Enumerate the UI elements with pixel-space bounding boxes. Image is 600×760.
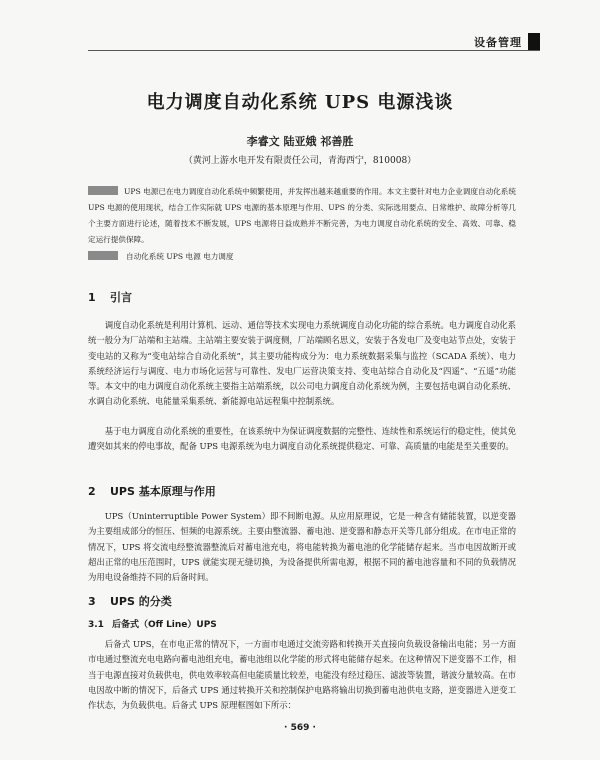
subsection-heading-3-1 bbox=[88, 617, 217, 630]
paper-affiliation: （黄河上游水电开发有限责任公司，青海西宁，810008） bbox=[183, 156, 417, 166]
section-title: 引言 bbox=[110, 291, 132, 304]
section-number: 2 bbox=[88, 485, 96, 498]
abstract-text: UPS 电源已在电力调度自动化系统中频繁使用，并发挥出越来越重要的作用。本文主要针对电力企业调度自动化系统 UPS 电源的使用现状，结合工作实际就 UPS 电源的基本原理与作用、UPS 的分类、实际选用要点、日常维护、故障分析等几个主要方面进行论述，随着技术不断发展，UPS 电源将日益成熟并不断完善，为电力调度自动化系统的安全、高效、可靠、稳定运行提供保障。 bbox=[88, 187, 516, 244]
section-heading-1 bbox=[88, 289, 132, 305]
abstract-label-block bbox=[88, 186, 118, 195]
keywords-label-block bbox=[88, 251, 118, 260]
paper-title: 电力调度自动化系统 UPS 电源浅谈 bbox=[146, 92, 454, 113]
paragraph: UPS（Uninterruptible Power System）即不间断电源。从应用原理说，它是一种含有储能装置，以逆变器为主要组成部分的恒压、恒频的电源系统。主要由整流器、蓄电池、逆变器和静态开关等几部分组成。在市电正常的情况下，UPS 将交流电经整流器整流后对蓄电池充电，将电能转换为蓄电池的化学能储存起来。当市电因故断开或超出正常的电压范围时，UPS 就能实现无缝切换，为设备提供所需电源，根据不同的蓄电池容量和不同的负载情况为用电设备维持不同的后备时间。 bbox=[88, 511, 516, 583]
keywords bbox=[88, 251, 233, 263]
keywords-text: 自动化系统 UPS 电源 电力调度 bbox=[126, 252, 234, 261]
section-number: 1 bbox=[88, 291, 96, 304]
section-heading-3 bbox=[88, 593, 172, 609]
section-title: UPS 的分类 bbox=[110, 595, 172, 608]
section-number: 3 bbox=[88, 595, 96, 608]
paragraph: 基于电力调度自动化系统的重要性，在该系统中为保证调度数据的完整性、连续性和系统运行的稳定性，使其免遭突如其来的停电事故，配备 UPS 电源系统为电力调度自动化系统提供稳定、可靠、高质量的电能是至关重要的。 bbox=[88, 426, 516, 452]
header-block-marker bbox=[528, 33, 540, 51]
header-rule bbox=[88, 50, 540, 51]
paragraph: 后备式 UPS，在市电正常的情况下，一方面市电通过交流旁路和转换开关直接向负载设备输出电能；另一方面市电通过整流充电电路向蓄电池组充电，蓄电池组以化学能的形式将电能储存起来。在这种情况下逆变器不工作，相当于电源直接对负载供电，供电效率较高但电能质量比较差，电能没有经过稳压、滤波等装置，谐波分量较高。在市电因故中断的情况下，后备式 UPS 通过转换开关和控制保护电路将输出切换到蓄电池供电支路，逆变器进入逆变工作状态，为负载供电。后备式 UPS 原理框图如下所示： bbox=[88, 639, 516, 711]
paragraph: 调度自动化系统是利用计算机、远动、通信等技术实现电力系统调度自动化功能的综合系统。电力调度自动化系统一般分为厂站端和主站端。主站端主要安装于调度侧，厂站端顾名思义，安装于各发电厂及变电站节点处，安装于变电站的又称为“变电站综合自动化系统”，其主要功能构成分为：电力系统数据采集与监控（SCADA 系统）、电力系统经济运行与调度、电力市场化运营与可靠性、发电厂运营决策支持、变电站综合自动化及“四遥”、“五遥”功能等。本文中的电力调度自动化系统主要指主站端系统，以公司电力调度自动化系统为例，主要包括电调自动化系统、水调自动化系统、电能量采集系统、新能源电站远程集中控制系统。 bbox=[88, 320, 516, 407]
section-heading-2 bbox=[88, 483, 216, 499]
subsection-number: 3.1 bbox=[88, 620, 104, 630]
subsection-title: 后备式（Off Line）UPS bbox=[112, 620, 217, 630]
page-number: · 569 · bbox=[284, 723, 316, 733]
section-title: UPS 基本原理与作用 bbox=[110, 485, 216, 498]
paper-authors: 李睿文 陆亚娥 祁善胜 bbox=[246, 135, 354, 148]
abstract bbox=[88, 184, 516, 248]
header-section-label: 设备管理 bbox=[474, 36, 522, 49]
